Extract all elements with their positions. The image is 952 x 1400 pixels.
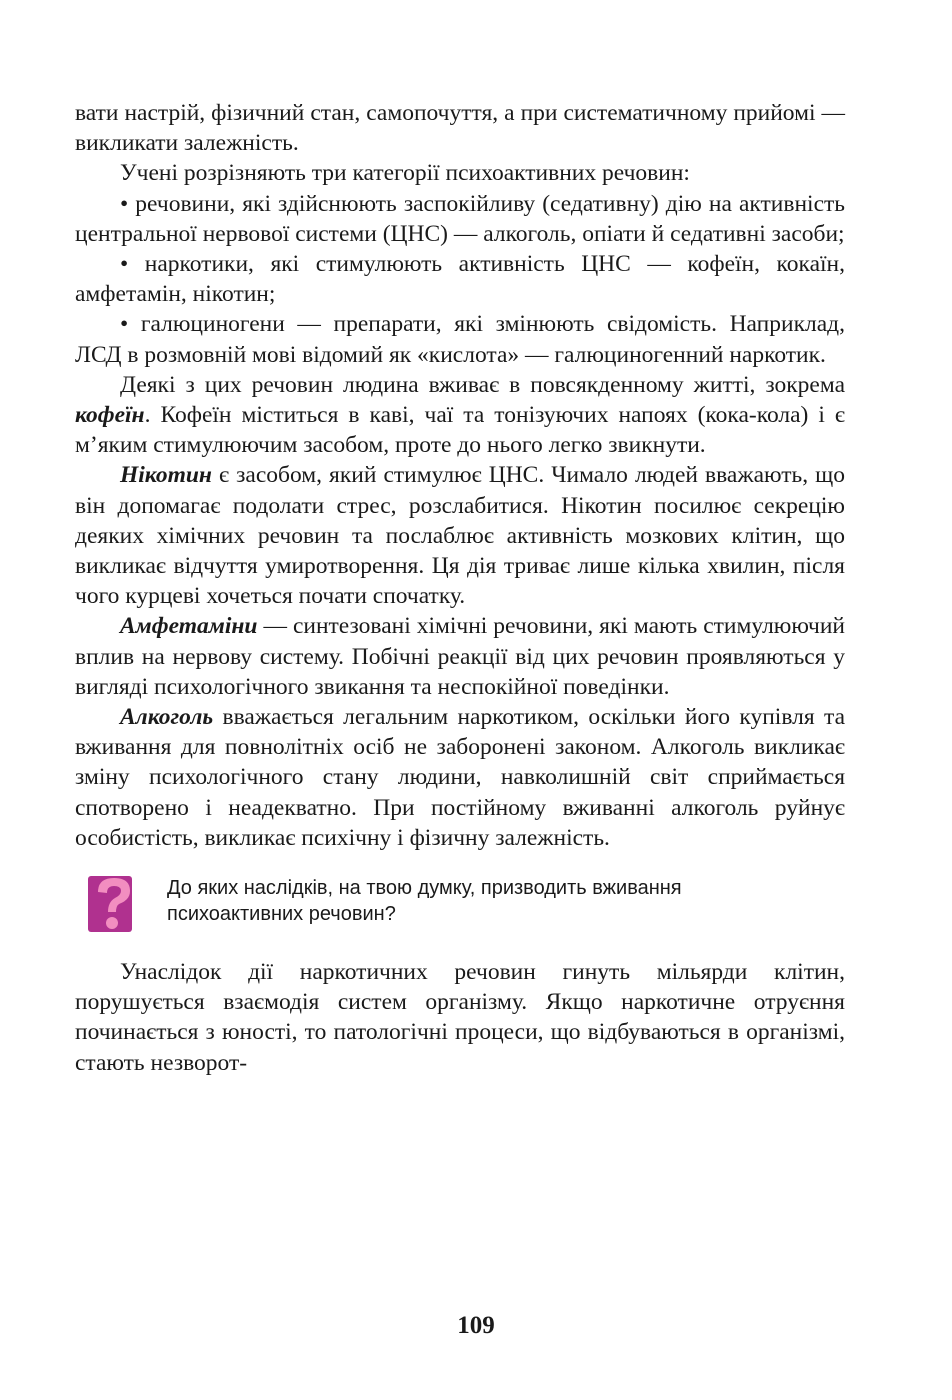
paragraph-categories: Учені розрізняють три категорії психоактивних речовин: [120, 160, 690, 187]
question-mark-icon [88, 872, 140, 934]
bullet-sedatives: • речовини, які здійснюють заспокійливу (седативну) дію на активність центральної нервової системи (ЦНС) — алкоголь, опіати й седативні засоби; [75, 190, 845, 247]
paragraph-alcohol [75, 702, 845, 853]
bullet-stimulants: • наркотики, які стимулюють активність ЦНС — кофеїн, кокаїн, амфетамін, нікотин; [75, 251, 845, 308]
paragraph-intro: вати настрій, фізичний стан, самопочуття, а при систематичному прийомі — викликати залежність. [75, 100, 845, 157]
question-text: До яких наслідків, на твою думку, призводить вживання психоактивних речовин? [167, 877, 682, 926]
page-body [75, 98, 845, 1078]
text-span: вважається легальним наркотиком, оскільки його купівля та вживання для повнолітніх осіб не заборонені законом. Алкоголь викликає зміну психологічного стану людини, навколишній світ сприймається спотворено і неадекватно. При постійному вживанні алкоголь руйнує особистість, викликає психічну і фізичну залежність. [75, 704, 845, 851]
page-number: 109 [457, 1312, 495, 1339]
question-box [75, 869, 845, 935]
paragraph-consequences: Унаслідок дії наркотичних речовин гинуть мільярди клітин, порушується взаємодія систем організму. Якщо наркотичне отруєння починається з юності, то патологічні процеси, що відбуваються в організмі, стають незворот- [75, 959, 845, 1076]
term-alcohol: Алкоголь [120, 704, 214, 731]
text-span: Деякі з цих речовин людина вживає в повсякденному житті, зокрема [120, 371, 845, 398]
paragraph-amphetamines [75, 611, 845, 702]
text-span: — синтезовані хімічні речовини, які мають стимулюючий вплив на нервову систему. Побічні реакції від цих речовин проявляються у вигляді психологічного звикання та неспокійної поведінки. [75, 613, 845, 700]
text-span: є засобом, який стимулює ЦНС. Чимало людей вважають, що він допомагає подолати стрес, розслабитися. Нікотин посилює секрецію деяких хімічних речовин та послаблює активність мозкових клітин, що викликає відчуття умиротворення. Ця дія триває лише кілька хвилин, після чого курцеві хочеться почати спочатку. [75, 462, 845, 610]
term-amphetamines: Амфетаміни [120, 613, 258, 640]
term-nicotine: Нікотин [120, 462, 212, 489]
text-span: . Кофеїн міститься в каві, чаї та тонізуючих напоях (кока-кола) і є м’яким стимулюючим засобом, проте до нього легко звикнути. [75, 402, 845, 459]
paragraph-caffeine [75, 370, 845, 461]
term-caffeine: кофеїн [75, 402, 145, 429]
bullet-hallucinogens: • галюциногени — препарати, які змінюють свідомість. Наприклад, ЛСД в розмовній мові відомий як «кислота» — галюциногенний наркотик. [75, 311, 845, 368]
paragraph-nicotine [75, 460, 845, 611]
